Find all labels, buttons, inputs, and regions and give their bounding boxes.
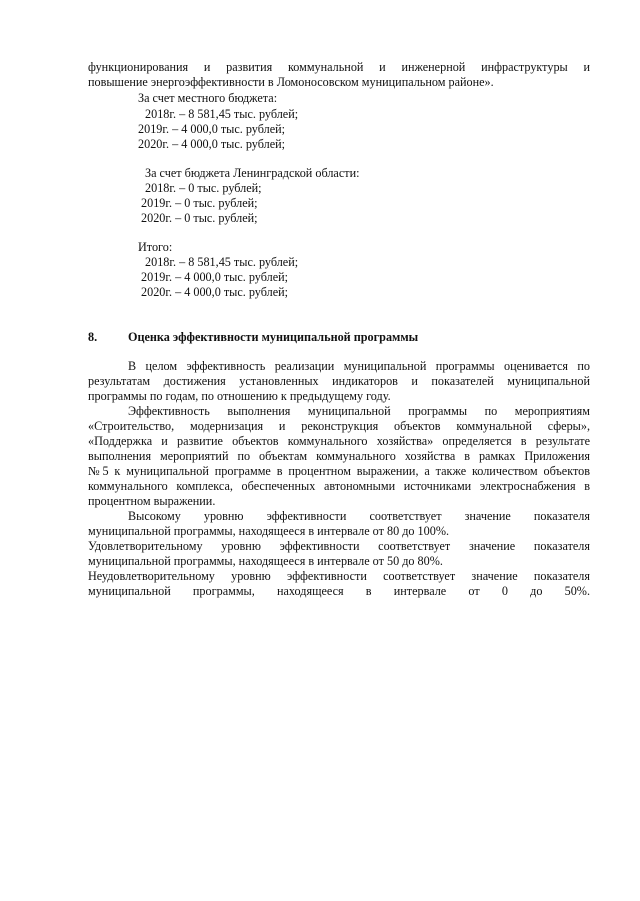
p2-line-6: коммунального комплекса, обеспеченных автономными источниками электроснабжения в [88,479,590,493]
section-number: 8. [88,330,98,344]
local-budget-2020: 2020г. – 4 000,0 тыс. рублей; [138,137,286,151]
p2-line-4: выполнения мероприятий по объектам коммунального хозяйства в рамках Приложения [88,449,590,463]
p1-line-2: результатам достижения установленных индикаторов и показателей муниципальной [88,374,590,388]
p5-line-1: Неудовлетворительному уровню эффективности соответствует значение показателя [88,569,590,583]
p2-line-3: «Поддержка и развитие объектов коммунального хозяйства» определяется в результате [88,434,590,448]
total-2018: 2018г. – 8 581,45 тыс. рублей; [145,255,299,269]
total-2019: 2019г. – 4 000,0 тыс. рублей; [141,270,289,284]
local-budget-title: За счет местного бюджета: [138,91,278,105]
section-title: Оценка эффективности муниципальной программы [128,330,419,344]
p2-line-5: №5 к муниципальной программе в процентном выражении, а также количеством объектов [88,464,590,478]
regional-budget-title: За счет бюджета Ленинградской области: [145,166,360,180]
regional-budget-2018: 2018г. – 0 тыс. рублей; [145,181,262,195]
total-title: Итого: [138,240,173,254]
p2-line-1: Эффективность выполнения муниципальной программы по мероприятиям [128,404,590,418]
p2-line-2: «Строительство, модернизация и реконструкция объектов коммунальной сферы», [88,419,590,433]
regional-budget-2019: 2019г. – 0 тыс. рублей; [141,196,258,210]
intro-line-2: повышение энергоэффективности в Ломоносовском муниципальном районе». [88,75,494,89]
p4-line-1: Удовлетворительному уровню эффективности соответствует значение показателя [88,539,590,553]
p1-line-1: В целом эффективность реализации муниципальной программы оценивается по [128,359,590,373]
p1-line-3: программы по годам, по отношению к предыдущему году. [88,389,391,403]
p3-line-2: муниципальной программы, находящееся в интервале от 80 до 100%. [88,524,450,538]
local-budget-2018: 2018г. – 8 581,45 тыс. рублей; [145,107,299,121]
local-budget-2019: 2019г. – 4 000,0 тыс. рублей; [138,122,286,136]
total-2020: 2020г. – 4 000,0 тыс. рублей; [141,285,289,299]
p3-line-1: Высокому уровню эффективности соответствует значение показателя [128,509,590,523]
p5-line-2: муниципальной программы, находящееся в интервале от 0 до 50%. [88,584,590,598]
regional-budget-2020: 2020г. – 0 тыс. рублей; [141,211,258,225]
p2-line-7: процентном выражении. [88,494,216,508]
p4-line-2: муниципальной программы, находящееся в интервале от 50 до 80%. [88,554,443,568]
intro-line-1: функционирования и развития коммунальной и инженерной инфраструктуры и [88,60,590,74]
